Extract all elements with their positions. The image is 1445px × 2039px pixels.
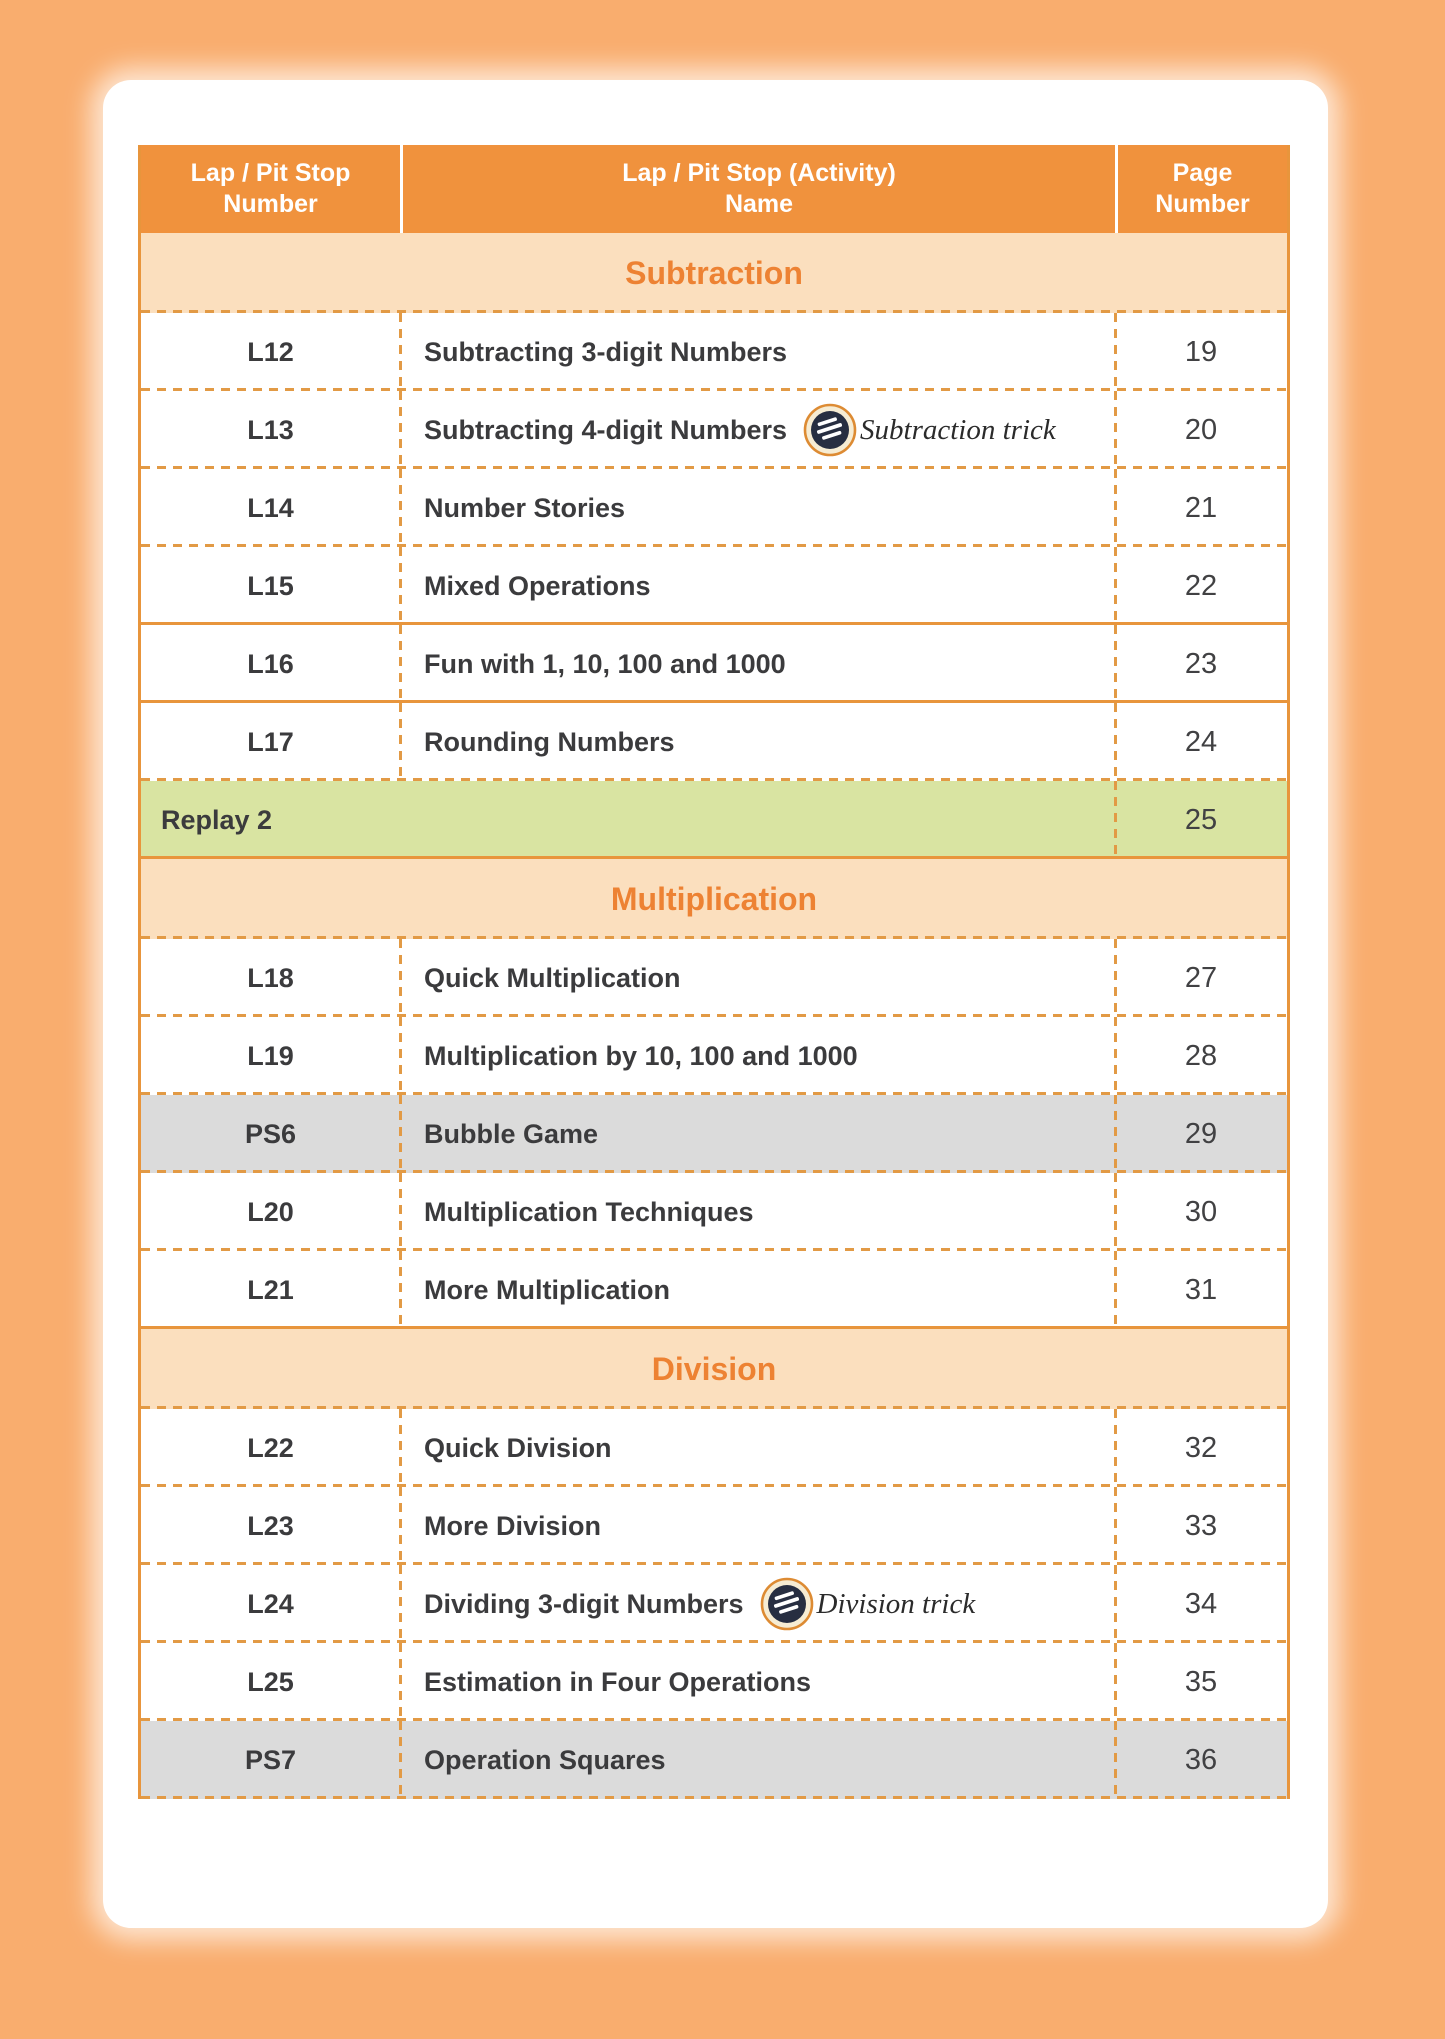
- section-title: Subtraction: [625, 254, 803, 291]
- trick-stamp-icon: [760, 1577, 814, 1631]
- page-number: 30: [1115, 1173, 1287, 1251]
- header-label: Lap / Pit Stop: [190, 159, 351, 187]
- activity-name-cell: [400, 1017, 1115, 1095]
- table-row: [141, 1643, 1287, 1721]
- activity-name-cell: [400, 1095, 1115, 1173]
- pitstop-row: [141, 1721, 1287, 1799]
- table-row: [141, 1409, 1287, 1487]
- lesson-id: L19: [247, 1040, 294, 1071]
- page-number: 29: [1115, 1095, 1287, 1173]
- pitstop-id: PS7: [244, 1744, 297, 1775]
- lesson-id: L16: [247, 648, 294, 679]
- header-label: Number: [223, 190, 318, 218]
- table-row: [141, 469, 1287, 547]
- table-row: [141, 1173, 1287, 1251]
- lesson-id: L24: [247, 1588, 294, 1619]
- activity-name-cell: [400, 547, 1115, 625]
- lesson-id: L17: [247, 726, 294, 757]
- activity-name-cell: [400, 391, 1115, 469]
- activity-name: Fun with 1, 10, 100 and 1000: [424, 648, 786, 679]
- lesson-id: L18: [247, 962, 294, 993]
- lesson-id: L13: [247, 414, 294, 445]
- header-cell-activity-name: [400, 145, 1115, 233]
- trick-stamp-icon: [803, 403, 857, 457]
- header-label: Number: [1155, 190, 1250, 218]
- activity-name-cell: [400, 1487, 1115, 1565]
- activity-name: Quick Multiplication: [424, 962, 681, 993]
- replay-row: [141, 781, 1287, 859]
- page-number: 27: [1115, 939, 1287, 1017]
- page-number: 21: [1115, 469, 1287, 547]
- page-number: 33: [1115, 1487, 1287, 1565]
- page-number: 22: [1115, 547, 1287, 625]
- page-number: 34: [1115, 1565, 1287, 1643]
- section-row: [141, 1329, 1287, 1409]
- table-row: [141, 547, 1287, 625]
- trick-annotation: [803, 403, 1056, 457]
- table-row: [141, 1251, 1287, 1329]
- header-cell-lap-number: [141, 145, 400, 233]
- table-row: [141, 1017, 1287, 1095]
- activity-name: Mixed Operations: [424, 570, 651, 601]
- activity-name-cell: [400, 1565, 1115, 1643]
- lesson-id: L21: [247, 1274, 294, 1305]
- activity-name: Dividing 3-digit Numbers: [424, 1588, 744, 1619]
- activity-name-cell: [400, 469, 1115, 547]
- header-label: Lap / Pit Stop (Activity): [622, 159, 896, 187]
- activity-name: Subtracting 4-digit Numbers: [424, 414, 788, 445]
- table-row: [141, 313, 1287, 391]
- table-row: [141, 625, 1287, 703]
- section-title: Division: [651, 1350, 777, 1387]
- activity-name: More Multiplication: [424, 1274, 670, 1305]
- activity-name: Operation Squares: [424, 1744, 666, 1775]
- table-header-row: [141, 145, 1287, 233]
- lesson-id: L22: [247, 1432, 294, 1463]
- section-row: [141, 859, 1287, 939]
- contents-table: [138, 145, 1290, 1799]
- page-sheet: [103, 80, 1328, 1928]
- activity-name-cell: [400, 1643, 1115, 1721]
- activity-name: Subtracting 3-digit Numbers: [424, 336, 788, 367]
- activity-name-cell: [400, 1173, 1115, 1251]
- activity-name-cell: [400, 625, 1115, 703]
- page-number: 20: [1115, 391, 1287, 469]
- activity-name: More Division: [424, 1510, 602, 1541]
- activity-name-cell: [400, 1409, 1115, 1487]
- lesson-id: L12: [247, 336, 294, 367]
- pitstop-id: PS6: [244, 1118, 297, 1149]
- table-row: [141, 939, 1287, 1017]
- activity-name-cell: [400, 313, 1115, 391]
- page-number: 19: [1115, 313, 1287, 391]
- trick-annotation: [760, 1577, 976, 1631]
- replay-label: Replay 2: [161, 804, 273, 835]
- header-label: Page: [1172, 159, 1233, 187]
- page-number: 24: [1115, 703, 1287, 781]
- activity-name-cell: [400, 1251, 1115, 1329]
- table-row: [141, 703, 1287, 781]
- activity-name: Bubble Game: [424, 1118, 599, 1149]
- section-row: [141, 233, 1287, 313]
- activity-name: Multiplication by 10, 100 and 1000: [424, 1040, 858, 1071]
- header-label: Name: [724, 190, 794, 218]
- lesson-id: L15: [247, 570, 294, 601]
- table-row: [141, 391, 1287, 469]
- page-number: 35: [1115, 1643, 1287, 1721]
- page-number: 23: [1115, 625, 1287, 703]
- page-number: 32: [1115, 1409, 1287, 1487]
- activity-name-cell: [400, 703, 1115, 781]
- trick-label: Division trick: [816, 1587, 976, 1620]
- lesson-id: L25: [247, 1666, 294, 1697]
- activity-name: Estimation in Four Operations: [424, 1666, 812, 1697]
- page-number: 31: [1115, 1251, 1287, 1329]
- activity-name-cell: [400, 1721, 1115, 1799]
- activity-name: Rounding Numbers: [424, 726, 675, 757]
- header-cell-page-number: [1115, 145, 1287, 233]
- activity-name: Number Stories: [424, 492, 626, 523]
- table-row: [141, 1565, 1287, 1643]
- lesson-id: L23: [247, 1510, 294, 1541]
- table-row: [141, 1487, 1287, 1565]
- activity-name-cell: [400, 939, 1115, 1017]
- pitstop-row: [141, 1095, 1287, 1173]
- page-number: 36: [1115, 1721, 1287, 1799]
- trick-label: Subtraction trick: [860, 413, 1056, 446]
- section-title: Multiplication: [610, 880, 818, 917]
- page-number: 28: [1115, 1017, 1287, 1095]
- activity-name: Quick Division: [424, 1432, 612, 1463]
- activity-name: Multiplication Techniques: [424, 1196, 754, 1227]
- lesson-id: L14: [247, 492, 294, 523]
- page-number: 25: [1115, 781, 1287, 859]
- lesson-id: L20: [247, 1196, 294, 1227]
